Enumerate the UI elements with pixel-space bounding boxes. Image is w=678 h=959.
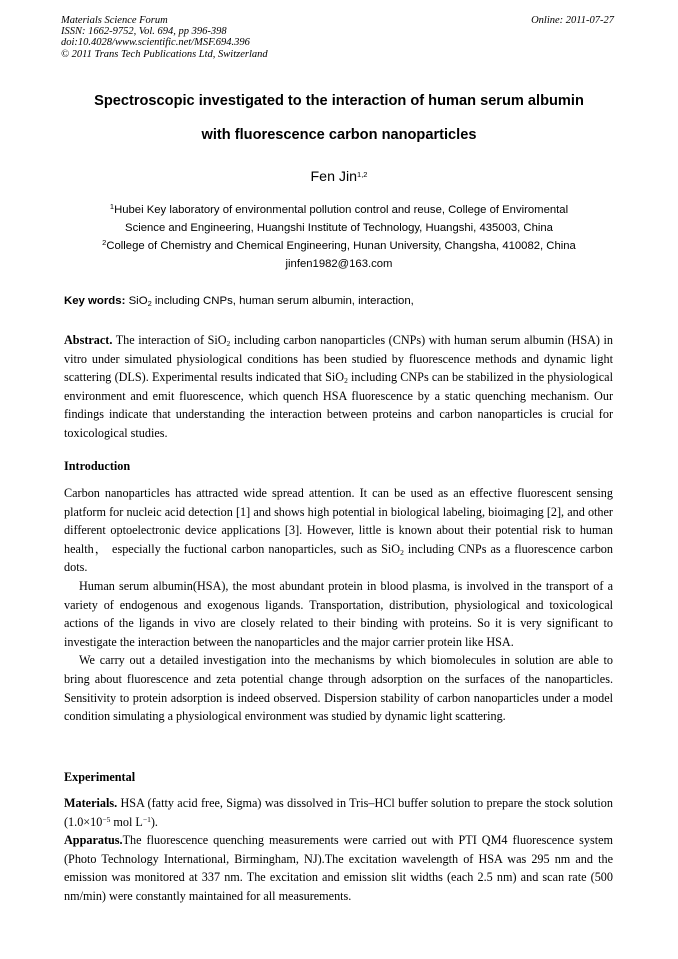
intro-p1-text-2: including CNPs as a fluorescence carbon dots. — [64, 541, 613, 575]
author — [40, 169, 638, 185]
author-name: Fen Jin — [310, 169, 358, 185]
doi: doi:10.4028/www.scientific.net/MSF.694.396 — [61, 37, 250, 49]
intro-p1-text-1: Carbon nanoparticles has attracted wide spread attention. It can be used as an effective fluorescent sensing platform for nucleic acid detection [1] and shows high potential in biological labeling, bioimaging [2], and other different optoelectronic device applications [3]. However, little is known about their potential risk to human health， especially the fuctional carbon nanoparticles, such as SiO — [64, 486, 613, 556]
abstract-subscript-1: 2 — [226, 339, 231, 348]
experimental-heading: Experimental — [64, 770, 136, 784]
affiliation-2 — [40, 239, 638, 253]
keywords-label: Key words: — [64, 295, 126, 307]
affiliation-1-line-2: Science and Engineering, Huangshi Institute of Technology, Huangshi, 435003, China — [125, 222, 553, 234]
author-email: jinfen1982@163.com — [285, 258, 393, 270]
copyright: © 2011 Trans Tech Publications Ltd, Switzerland — [61, 48, 268, 60]
keywords-text-1: SiO — [125, 295, 148, 307]
materials-superscript-1: −5 — [102, 814, 111, 824]
issn: ISSN: 1662-9752, Vol. 694, pp 396-398 — [61, 26, 227, 38]
materials-text-1: HSA (fatty acid free, Sigma) was dissolved in Tris–HCl buffer solution to prepare the stock solution (1.0×10 — [64, 796, 613, 829]
affiliation-1-text: Hubei Key laboratory of environmental pollution control and reuse, College of Enviromental — [114, 204, 569, 216]
online-date: Online: 2011-07-27 — [531, 15, 614, 26]
materials-text-3: ). — [150, 814, 158, 829]
paper-title-line-1: Spectroscopic investigated to the interaction of human serum albumin — [94, 93, 584, 109]
apparatus-label: Apparatus. — [64, 833, 123, 848]
intro-paragraph-1 — [64, 484, 613, 577]
introduction-body — [64, 484, 613, 726]
keywords-subscript: 2 — [147, 299, 152, 308]
journal-name: Materials Science Forum — [61, 15, 168, 26]
introduction-heading: Introduction — [64, 459, 131, 473]
abstract-label: Abstract. — [64, 333, 113, 347]
materials-label: Materials. — [64, 796, 118, 810]
affiliation-1-line-1 — [40, 203, 638, 217]
paper-title-line-2: with fluorescence carbon nanoparticles — [201, 127, 477, 143]
keywords — [64, 295, 414, 307]
journal-header — [61, 15, 268, 60]
experimental-body — [64, 794, 613, 906]
materials-text-2: mol L — [110, 814, 143, 829]
keywords-text-2: including CNPs, human serum albumin, interaction, — [151, 295, 414, 307]
abstract-subscript-2: 2 — [344, 376, 348, 386]
abstract-text-3: including CNPs can be stabilized in the physiological environment and emit fluorescence, which quench HSA fluorescence by a static quenching mechanism. Our findings indicate that understanding the interaction between proteins and carbon nanoparticles is crucial for toxicological studies. — [64, 370, 613, 440]
intro-p1-subscript: 2 — [400, 547, 404, 557]
author-affiliation-marks: 1,2 — [357, 170, 368, 179]
materials-paragraph — [64, 794, 613, 831]
affiliation-2-mark: 2 — [102, 238, 107, 247]
abstract-text-2: including carbon nanoparticles (CNPs) with human serum albumin (HSA) in vitro under simulated physiological conditions has been studied by fluorescence methods and dynamic light scattering (DLS). Experimental results indicated that SiO — [64, 333, 613, 385]
apparatus-text: The fluorescence quenching measurements were carried out with PTI QM4 fluorescence system (Photo Technology International, Birmingham, NJ).The excitation wavelength of HSA was 295 nm and the emission was monitored at 337 nm. The excitation and emission slit widths (each 2.5 nm) and scan rate (500 nm/min) were constantly maintained for all measurements. — [64, 833, 613, 903]
intro-paragraph-2: Human serum albumin(HSA), the most abundant protein in blood plasma, is involved in the transport of a variety of endogenous and exogenous ligands. Transportation, distribution, physiological and toxicological actions of the ligands in vivo are closely related to their binding with proteins. So it is very significant to investigate the interaction between the nanoparticles and the major carrier protein like HSA. — [64, 578, 613, 649]
apparatus-paragraph — [64, 831, 613, 905]
abstract-text-1: The interaction of SiO — [112, 333, 227, 347]
materials-superscript-2: −1 — [142, 814, 151, 824]
intro-paragraph-3: We carry out a detailed investigation into the mechanisms by which biomolecules in solution are able to bring about fluorescence and zeta potential change through adsorption on the surfaces of the nanoparticles. Sensitivity to protein adsorption is indeed observed. Dispersion stability of carbon nanoparticles under a model condition simulating a physiological environment was studied by dynamic light scattering. — [64, 653, 613, 724]
abstract — [64, 331, 613, 443]
affiliation-1-mark: 1 — [109, 202, 115, 211]
affiliation-2-text: College of Chemistry and Chemical Engineering, Hunan University, Changsha, 410082, China — [106, 240, 576, 252]
